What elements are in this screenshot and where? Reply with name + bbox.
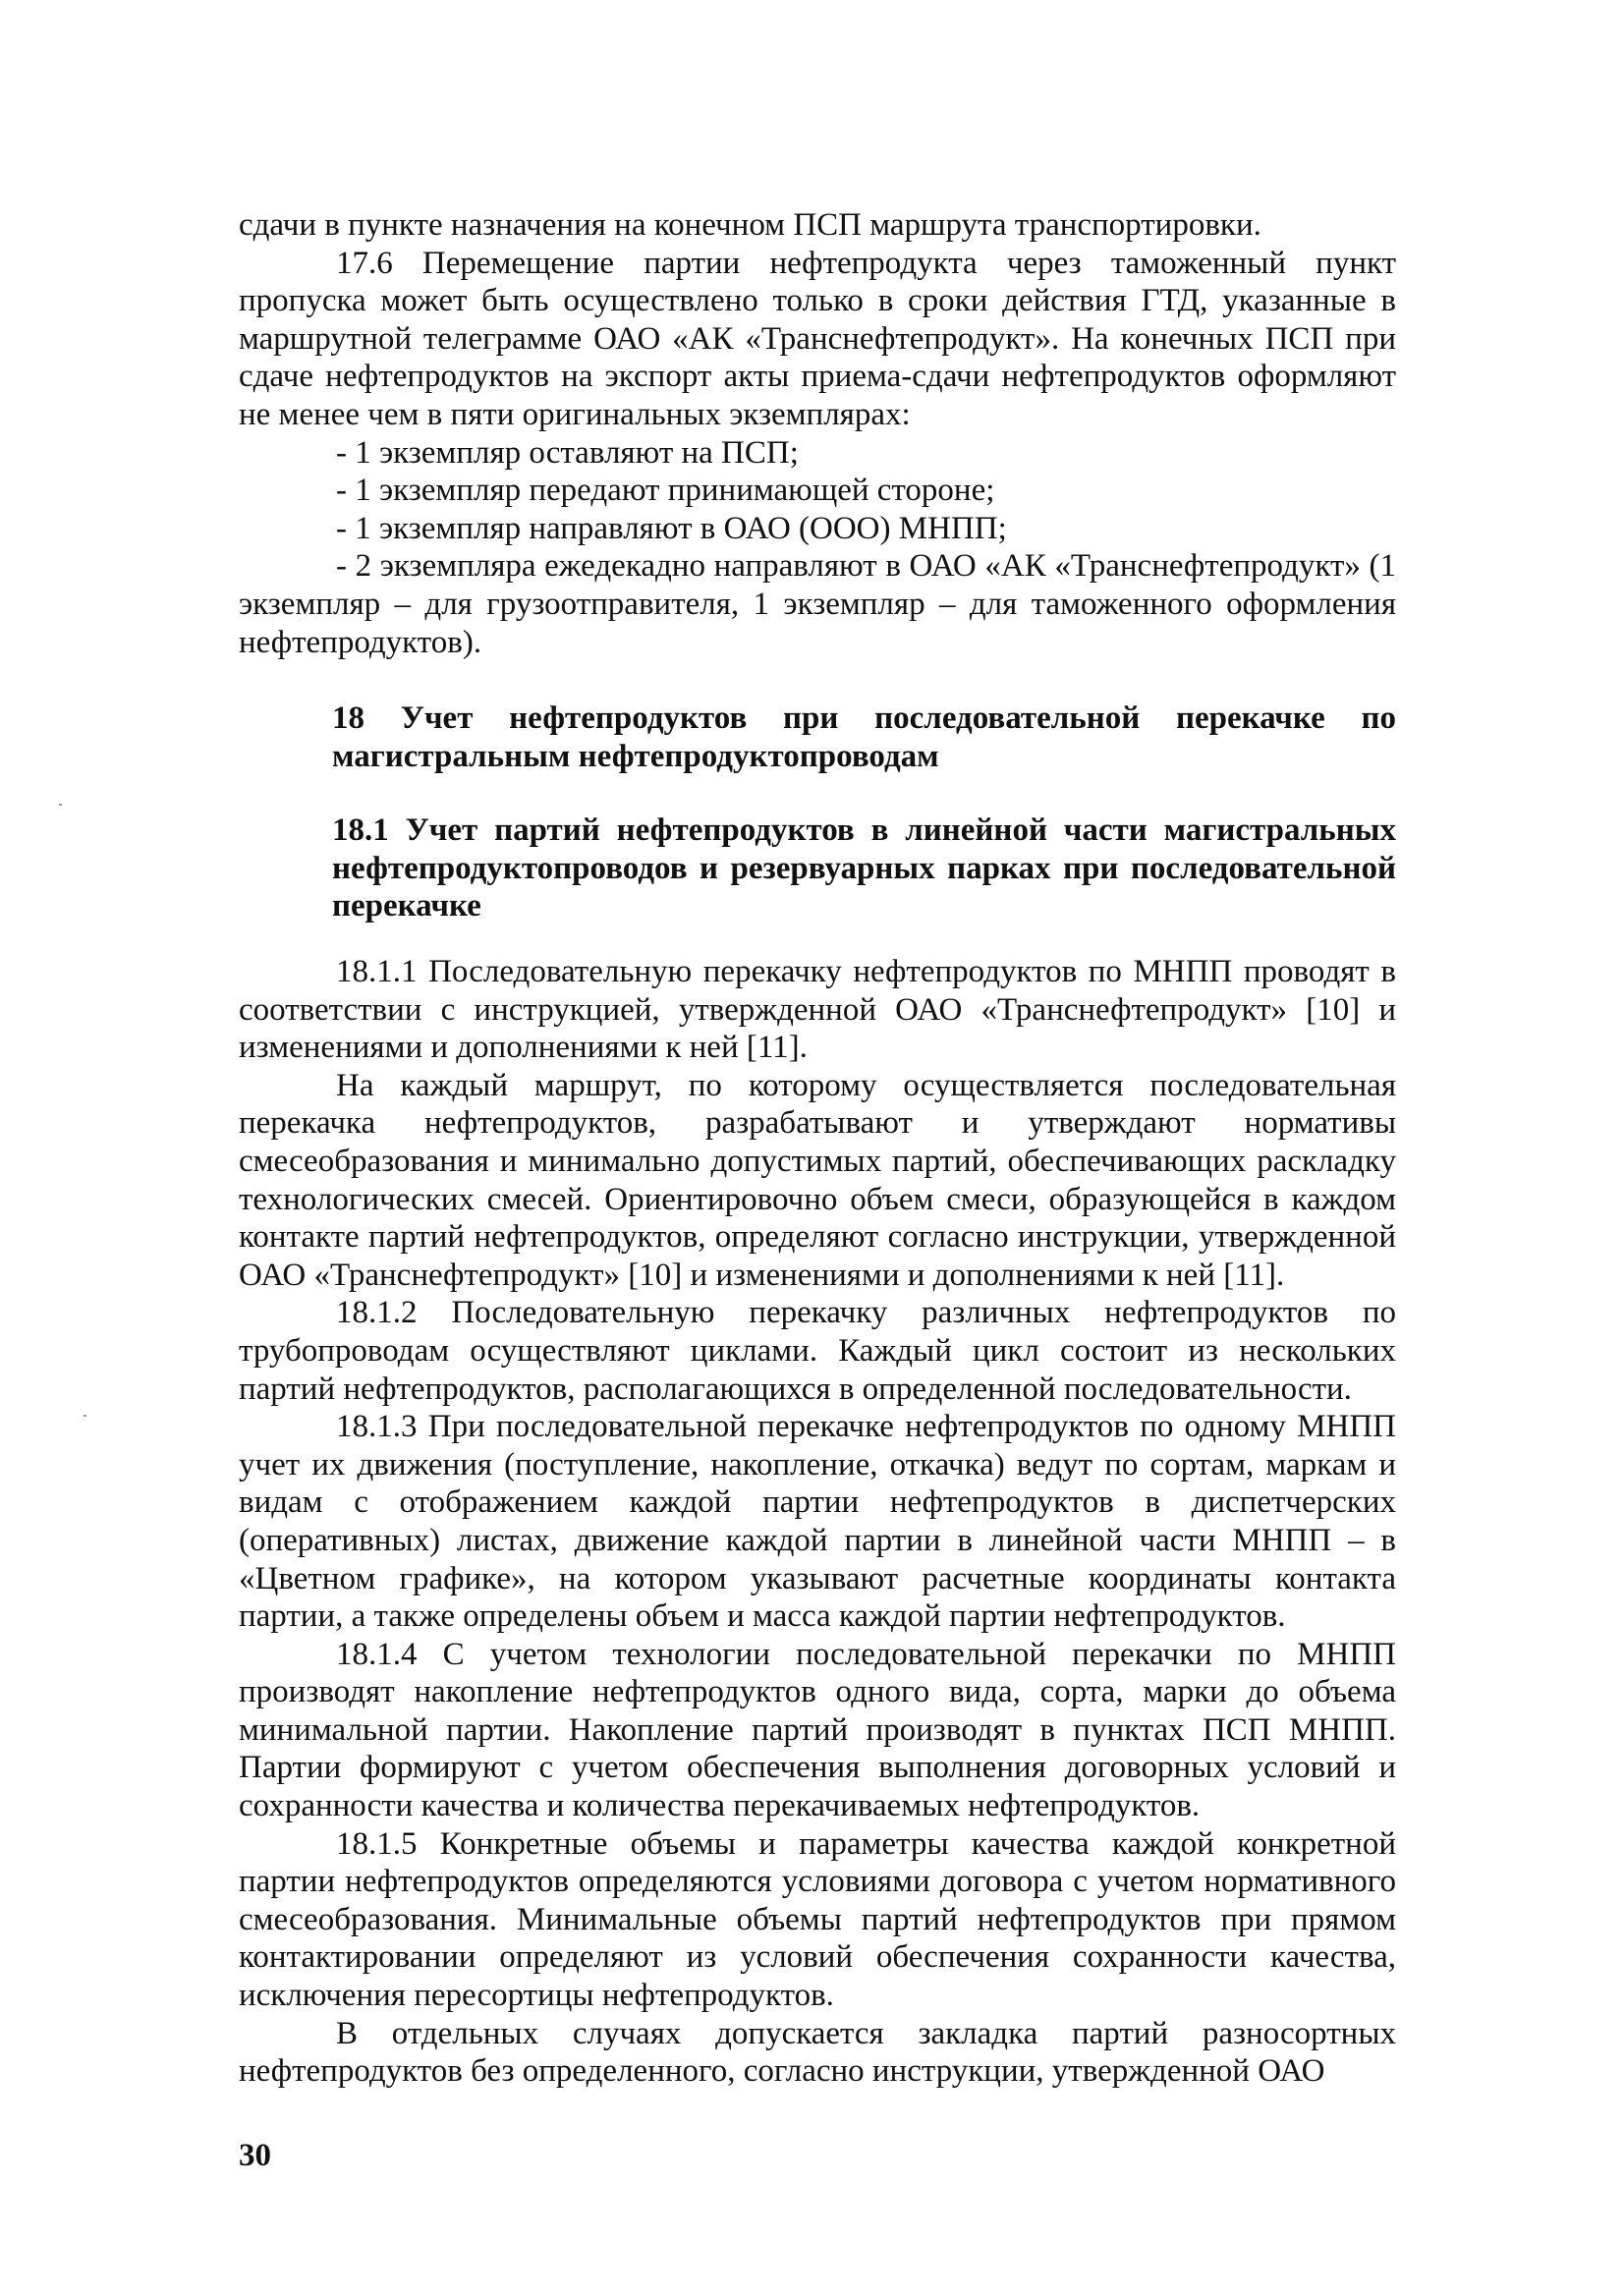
- list-item: - 2 экземпляра ежедекадно направляют в ОАО «АК «Транснефтепродукт» (1 экземпляр – для грузоотправителя, 1 экземпляр – для таможенного оформления нефтепродуктов).: [239, 548, 1396, 660]
- top-text-block: [239, 206, 1396, 661]
- paragraph-continuation: сдачи в пункте назначения на конечном ПСП маршрута транспортировки.: [239, 207, 1261, 243]
- section-18-heading: 18 Учет нефтепродуктов при последовательной перекачке по магистральным нефтепродуктопроводам: [332, 700, 1396, 774]
- list-item: - 1 экземпляр передают принимающей стороне;: [336, 473, 995, 509]
- page-number: 30: [239, 2138, 271, 2173]
- paragraph-18-1-5: 18.1.5 Конкретные объемы и параметры качества каждой конкретной партии нефтепродуктов определяются условиями договора с учетом нормативного смесеобразования. Минимальные объемы партий нефтепродуктов при прямом контактировании определяют из условий обеспечения сохранности качества, исключения пересортицы нефтепродуктов.: [239, 1825, 1396, 2014]
- paragraph-18-1-4: 18.1.4 С учетом технологии последовательной перекачки по МНПП производят накопление нефтепродуктов одного вида, сорта, марки до объема минимальной партии. Накопление партий производят в пунктах ПСП МНПП. Партии формируют с учетом обеспечения выполнения договорных условий и сохранности качества и количества перекачиваемых нефтепродуктов.: [239, 1636, 1396, 1824]
- paragraph-18-1-1: 18.1.1 Последовательную перекачку нефтепродуктов по МНПП проводят в соответствии с инструкцией, утвержденной ОАО «Транснефтепродукт» [10] и изменениями и дополнениями к ней [11].: [239, 954, 1396, 1066]
- scan-speck: [84, 1415, 86, 1417]
- paragraph-18-1-2: 18.1.2 Последовательную перекачку различных нефтепродуктов по трубопроводам осуществляют циклами. Каждый цикл состоит из нескольких партий нефтепродуктов, располагающихся в определенной последовательности.: [239, 1295, 1396, 1407]
- paragraph-route-norms: На каждый маршрут, по которому осуществляется последовательная перекачка нефтепродуктов, разрабатывают и утверждают нормативы смесеобразования и минимально допустимых партий, обеспечивающих раскладку технологических смесей. Ориентировочно объем смеси, образующейся в каждом контакте партий нефтепродуктов, определяют согласно инструкции, утвержденной ОАО «Транснефтепродукт» [10] и изменениями и дополнениями к ней [11].: [239, 1067, 1396, 1293]
- body-text-block: [239, 953, 1396, 2091]
- scan-speck: [59, 804, 62, 806]
- paragraph-18-1-3: 18.1.3 При последовательной перекачке нефтепродуктов по одному МНПП учет их движения (поступление, накопление, откачка) ведут по сортам, маркам и видам с отображением каждой партии нефтепродуктов в диспетчерских (оперативных) листах, движение каждой партии в линейной части МНПП – в «Цветном графике», на котором указывают расчетные координаты контакта партии, а также определены объем и масса каждой партии нефтепродуктов.: [239, 1409, 1396, 1635]
- paragraph-17-6: 17.6 Перемещение партии нефтепродукта через таможенный пункт пропуска может быть осуществлено только в сроки действия ГТД, указанные в маршрутной телеграмме ОАО «АК «Транснефтепродукт». На конечных ПСП при сдаче нефтепродуктов на экспорт акты приема-сдачи нефтепродуктов оформляют не менее чем в пяти оригинальных экземплярах:: [239, 245, 1396, 432]
- list-item: - 1 экземпляр оставляют на ПСП;: [336, 434, 799, 471]
- paragraph-special-cases: В отдельных случаях допускается закладка партий разносортных нефтепродуктов без определенного, согласно инструкции, утвержденной ОАО: [239, 2015, 1396, 2090]
- list-item: - 1 экземпляр направляют в ОАО (ООО) МНПП;: [336, 510, 1007, 546]
- section-18-1-heading: 18.1 Учет партий нефтепродуктов в линейной части магистральных нефтепродуктопроводов и резервуарных парках при последовательной перекачке: [332, 812, 1396, 924]
